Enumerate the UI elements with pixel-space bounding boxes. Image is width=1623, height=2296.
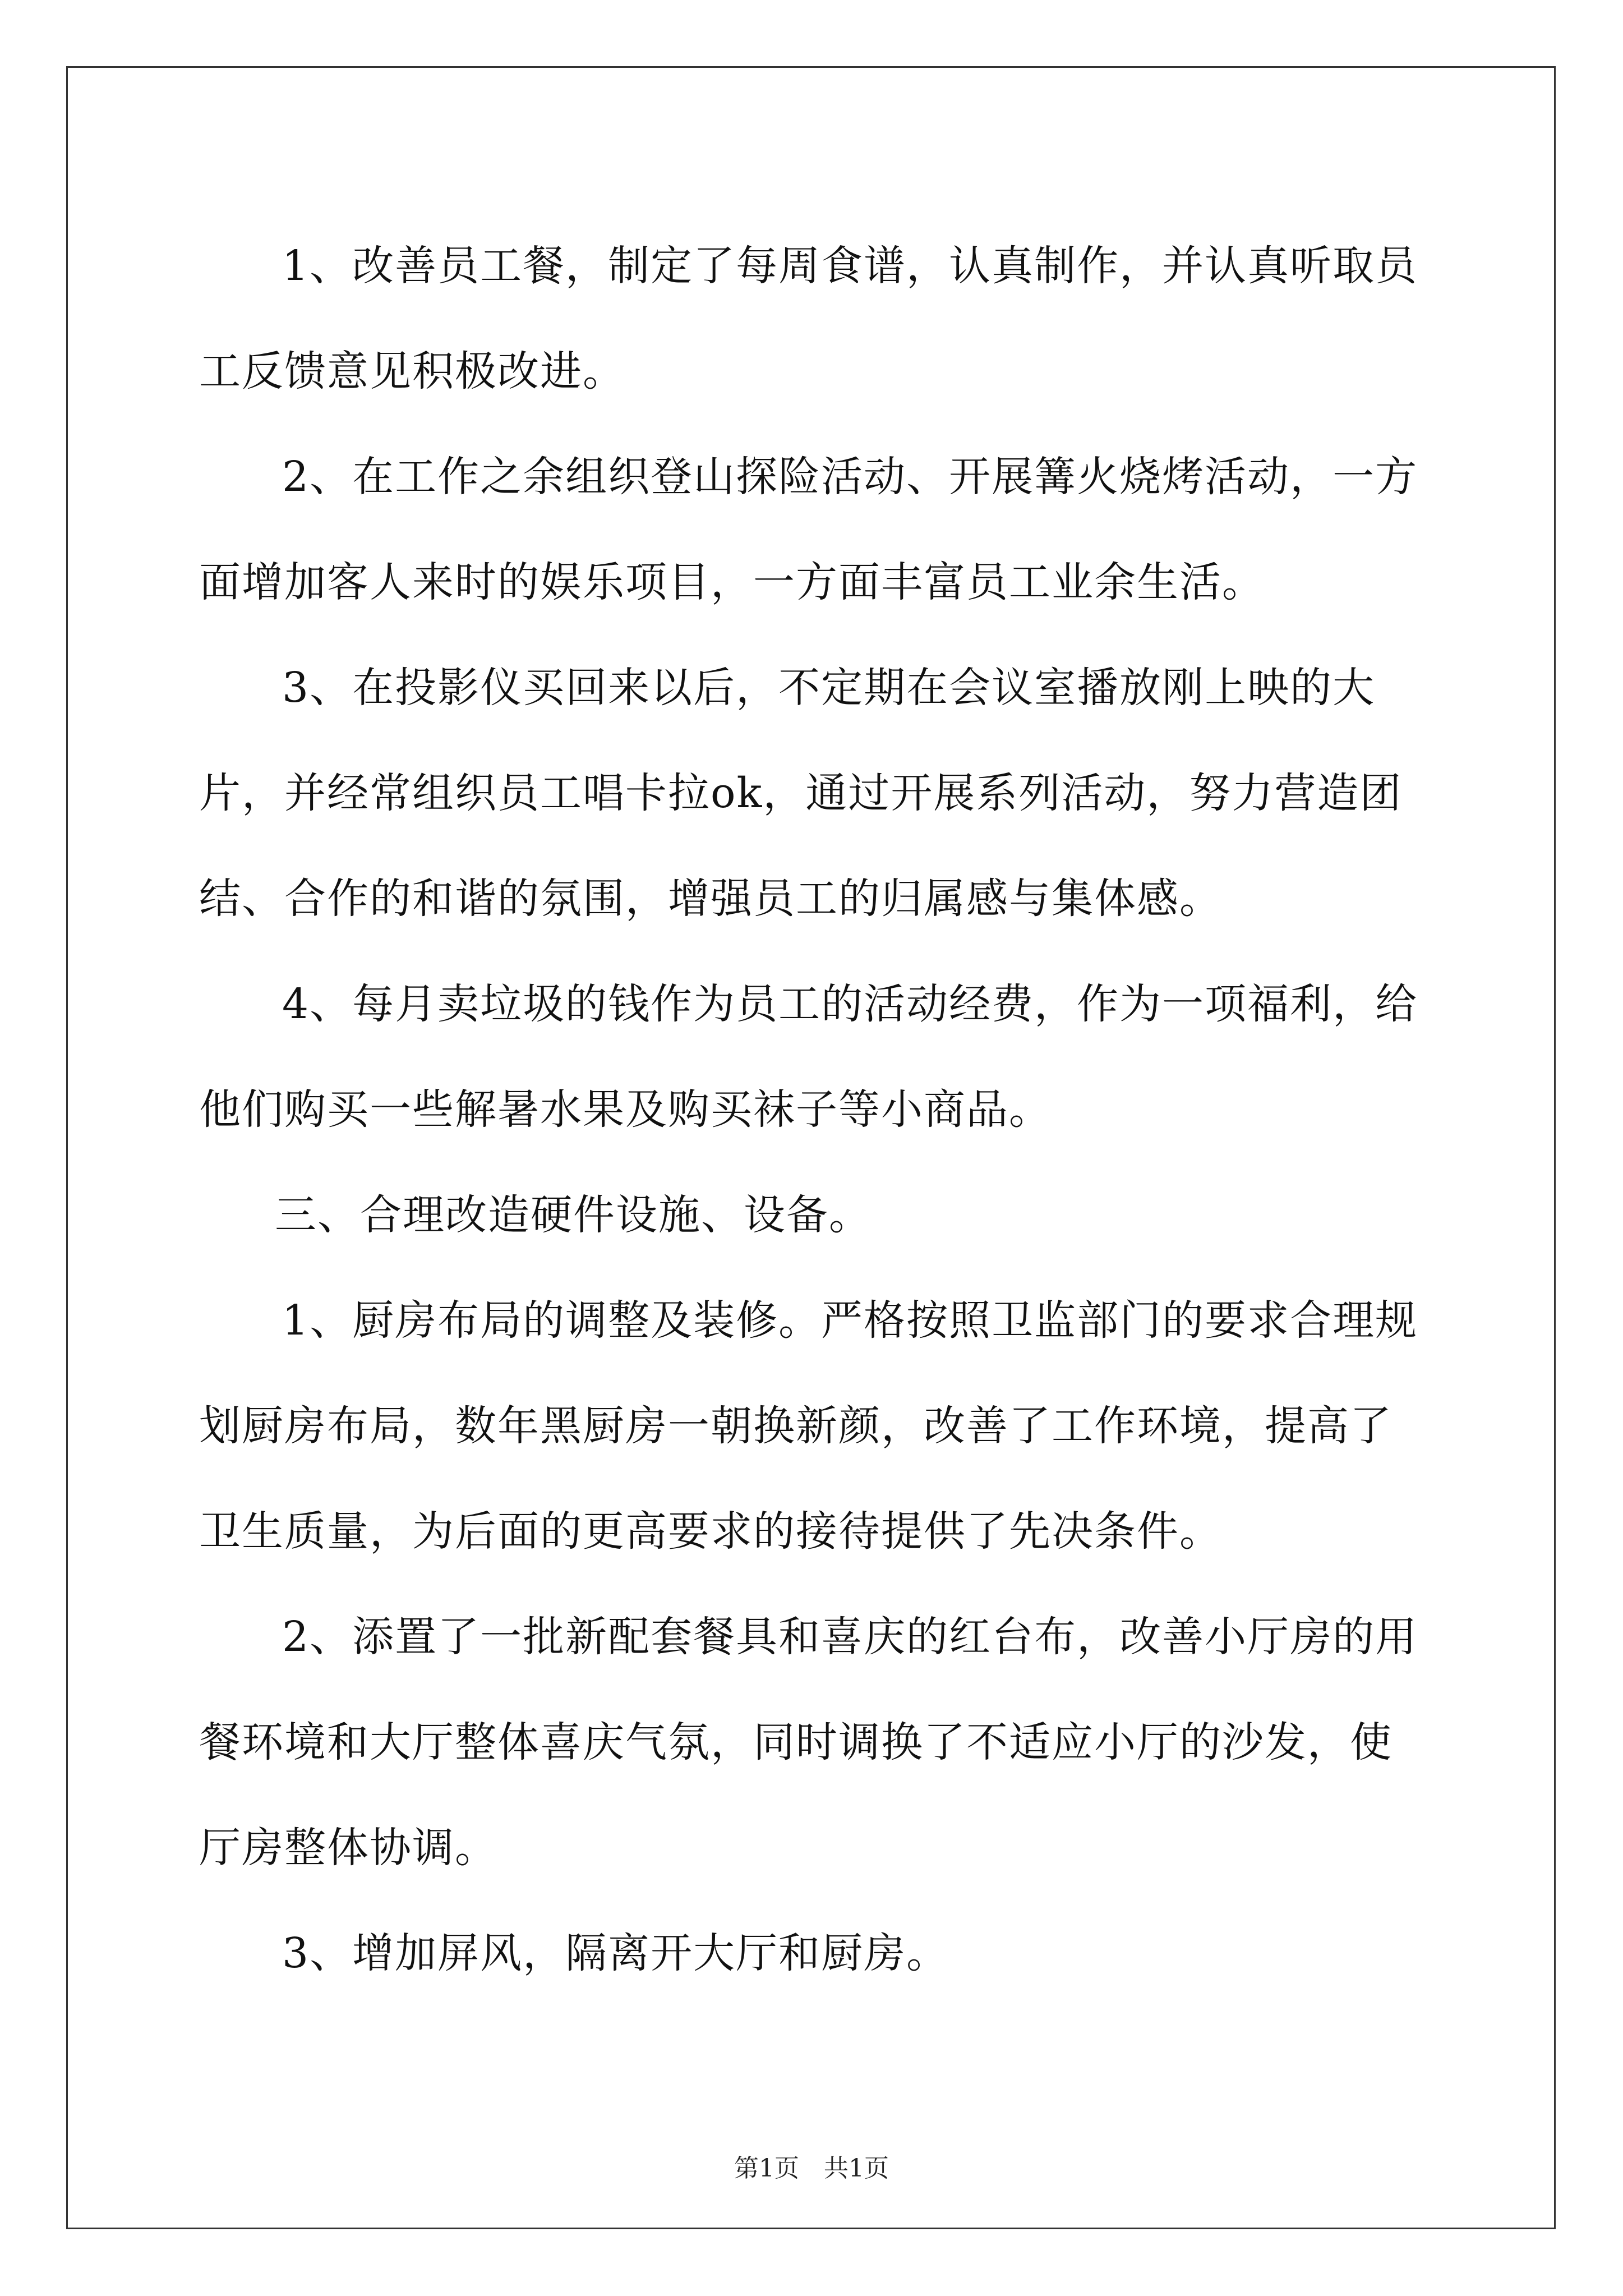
- page-number-total: 共1页: [824, 2154, 889, 2183]
- paragraph-item-7: 3、增加屏风，隔离开大厅和厨房。: [282, 1929, 949, 1977]
- paragraph-item-3: 3、在投影仪买回来以后，不定期在会议室播放刚上映的大片，并经常组织员工唱卡拉ok，通过开展系列活动，努力营造团结、合作的和谐的氛围，增强员工的归属感与集体感。: [199, 664, 1403, 923]
- page-number-current: 第1页: [734, 2154, 799, 2183]
- section-heading: 三、合理改造硬件设施、设备。: [275, 1191, 872, 1239]
- paragraph-item-1: 1、改善员工餐，制定了每周食谱，认真制作，并认真听取员工反馈意见积极改进。: [199, 242, 1418, 395]
- page-footer: [0, 2152, 1623, 2185]
- document-body: [199, 213, 1430, 2006]
- paragraph-item-5: 1、厨房布局的调整及装修。严格按照卫监部门的要求合理规划厨房布局，数年黑厨房一朝换新颜，改善了工作环境，提高了卫生质量，为后面的更高要求的接待提供了先决条件。: [199, 1296, 1418, 1556]
- paragraph-item-6: 2、添置了一批新配套餐具和喜庆的红台布，改善小厅房的用餐环境和大厅整体喜庆气氛，同时调换了不适应小厅的沙发，使厅房整体协调。: [199, 1613, 1418, 1872]
- paragraph-item-2: 2、在工作之余组织登山探险活动、开展篝火烧烤活动，一方面增加客人来时的娱乐项目，一方面丰富员工业余生活。: [199, 453, 1418, 606]
- paragraph-item-4: 4、每月卖垃圾的钱作为员工的活动经费，作为一项福利，给他们购买一些解暑水果及购买袜子等小商品。: [199, 980, 1418, 1134]
